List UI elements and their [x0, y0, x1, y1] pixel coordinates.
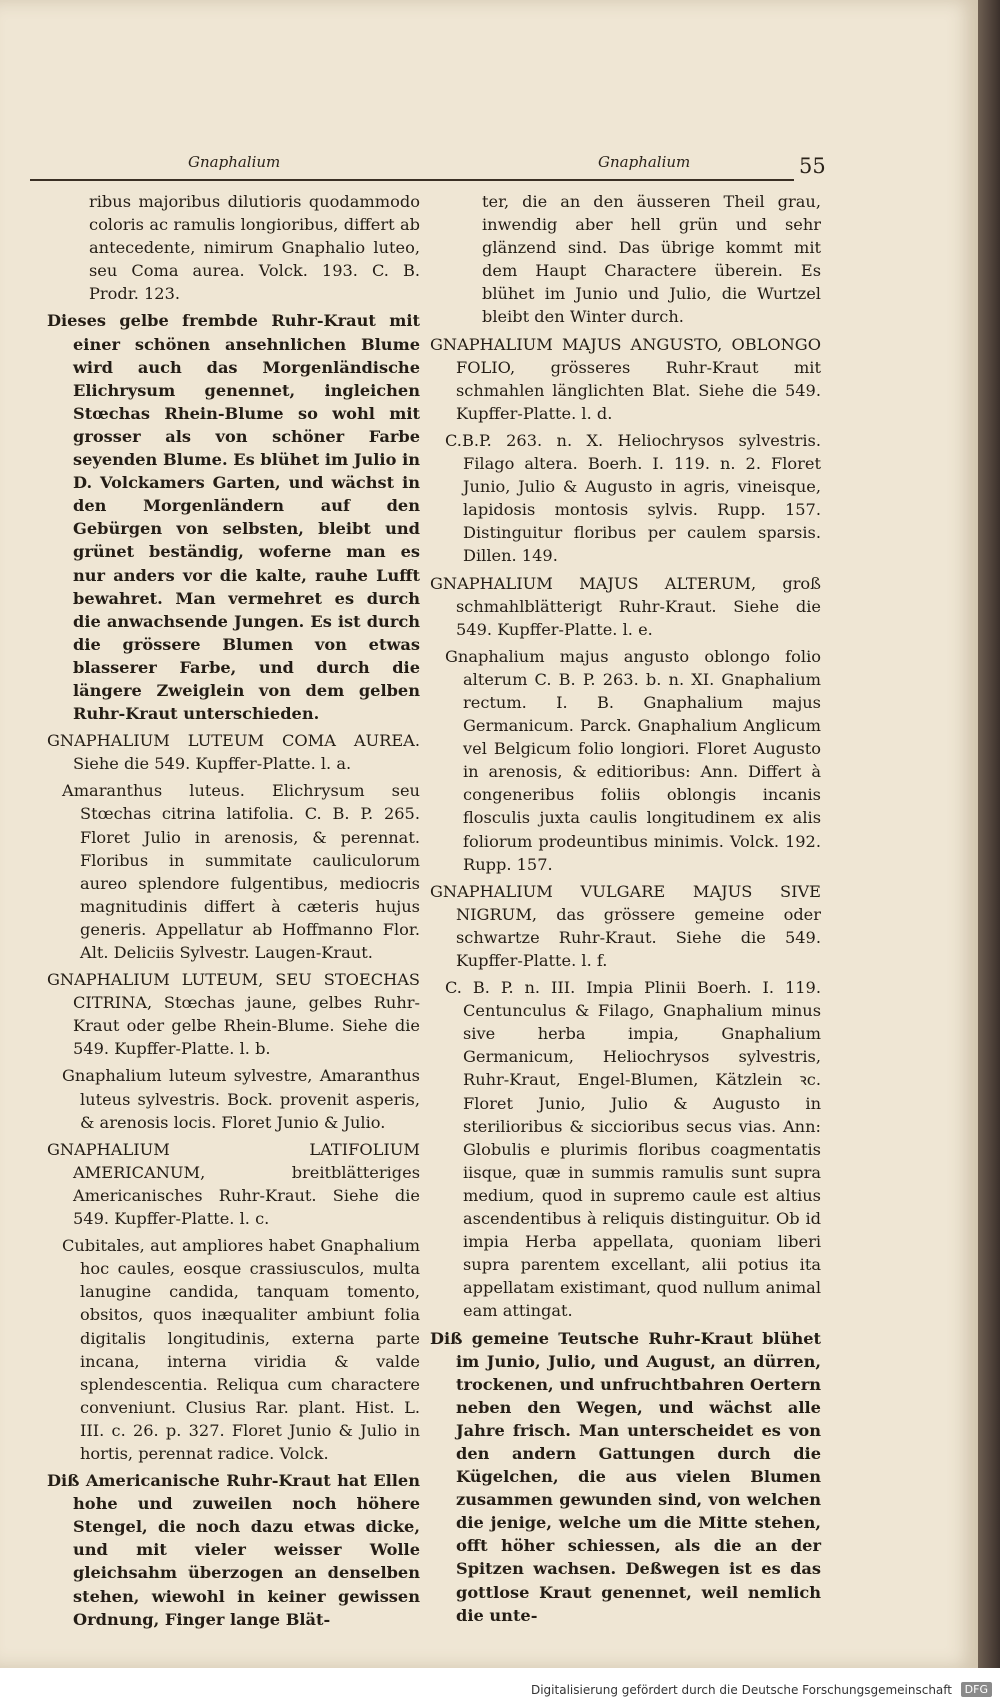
entry-heading: GNAPHALIUM LUTEUM, SEU STOECHAS CITRINA, Stœchas jaune, gelbes Ruhr-Kraut oder gelbe Rhein-Blume. Siehe die 549. Kupffer-Platte. l. b.: [47, 970, 420, 1059]
funding-credit: Digitalisierung gefördert durch die Deutsche Forschungsgemeinschaft: [530, 1683, 952, 1697]
right-column: [430, 190, 821, 1631]
entry-continuation: ter, die an den äusseren Theil grau, inwendig aber hell grün und sehr glänzend sind. Das übrige kommt mit dem Haupt Charactere überein. Es blühet im Junio und Julio, die Wurtzel bleibt den Winter durch.: [482, 192, 821, 327]
header-rule: [30, 179, 794, 181]
entry-german-text: Dieses gelbe frembde Ruhr-Kraut mit einer schönen ansehnlichen Blume wird auch das Morgenländische Elichrysum genennet, ingleichen Stœchas Rhein-Blume so wohl mit grosser als von schöner Farbe seyenden Blume. Es blühet im Julio in D. Volckamers Garten, und wächst in den Morgenländern auf den Gebürgen von selbsten, bleibt und grünet beständig, woferne man es nur anders vor die kalte, rauhe Lufft bewahret. Man vermehret es durch die anwachsende Jungen. Es ist durch die grössere Blumen von etwas blasserer Farbe, und durch die längere Zweiglein von dem gelben Ruhr-Kraut unterschieden.: [47, 311, 420, 724]
entry-heading: GNAPHALIUM MAJUS ALTERUM, groß schmahlblätterigt Ruhr-Kraut. Siehe die 549. Kupffer-Platte. l. e.: [430, 573, 821, 639]
running-head-right: Gnaphalium: [598, 153, 691, 171]
left-column: [47, 190, 420, 1635]
entry-latin-text: Gnaphalium majus angusto oblongo folio alterum C. B. P. 263. b. n. XI. Gnaphalium rectum. I. B. Gnaphalium majus Germanicum. Parck. Gnaphalium Anglicum vel Belgicum folio longiori. Floret Augusto in arenosis, & editioribus: Ann. Differt à congeneribus foliis oblongis incanis flosculis juxta caulis longitudinem ex alis foliorum prodeuntibus minimis. Volck. 192. Rupp. 157.: [445, 646, 821, 874]
entry-latin-text: C.B.P. 263. n. X. Heliochrysos sylvestris. Filago altera. Boerh. I. 119. n. 2. Floret Junio, Julio & Augusto in agris, vineisque, lapidosis montosis sylvis. Rupp. 157. Distinguitur floribus per caulem sparsis. Dillen. 149.: [445, 430, 821, 566]
entry-german-text: Diß Americanische Ruhr-Kraut hat Ellen hohe und zuweilen noch höhere Stengel, die noch dazu etwas dicke, und mit vieler weisser Wolle gleichsahm überzogen an denselben stehen, wiewohl in keiner gewissen Ordnung, Finger lange Blät-: [47, 1471, 420, 1629]
entry-heading: GNAPHALIUM VULGARE MAJUS SIVE NIGRUM, das grössere gemeine oder schwartze Ruhr-Kraut. Siehe die 549. Kupffer-Platte. l. f.: [430, 881, 821, 970]
entry-latin-text: Cubitales, aut ampliores habet Gnaphalium hoc caules, eosque crassiusculos, multa lanugine candida, tanquam tomento, obsitos, quos inæqualiter ambiunt folia digitalis longitudinis, externa parte incana, interna viridia & valde splendescentia. Reliqua cum charactere conveniunt. Clusius Rar. plant. Hist. L. III. c. 26. p. 327. Floret Junio & Julio in hortis, perennat radice. Volck.: [62, 1236, 420, 1463]
running-head-left: Gnaphalium: [188, 153, 281, 171]
entry-heading: GNAPHALIUM LATIFOLIUM AMERICANUM, breitblätteriges Americanisches Ruhr-Kraut. Siehe die 549. Kupffer-Platte. l. c.: [47, 1139, 420, 1229]
entry-continuation: ribus majoribus dilutioris quodammodo coloris ac ramulis longioribus, differt ab antecedente, nimirum Gnaphalio luteo, seu Coma aurea. Volck. 193. C. B. Prodr. 123.: [89, 192, 420, 304]
page-number: 55: [799, 154, 826, 178]
entry-latin-text: C. B. P. n. III. Impia Plinii Boerh. I. 119. Centunculus & Filago, Gnaphalium minus sive herba impia, Gnaphalium Germanicum, Heliochrysos sylvestris, Ruhr-Kraut, Engel-Blumen, Kätzlein ꝛc. Floret Junio, Julio & Augusto in sterilioribus & siccioribus secus vias. Ann: Globulis e plurimis floribus coagmentatis iisque, quæ in summis ramulis sunt supra medium, quod in supremo caule est altius ascendentibus à reliquis distinguitur. Ob id impia Herba appellata, quoniam liberi supra parentem excellant, alii potius ita appellatam existimant, quod nullum animal eam attingat.: [445, 978, 821, 1321]
entry-latin-text: Amaranthus luteus. Elichrysum seu Stœchas citrina latifolia. C. B. P. 265. Floret Julio in arenosis, & perennat. Floribus in summitate cauliculorum aureo splendore fulgentibus, mediocris magnitudinis differt à cæteris hujus generis. Appellatur ab Hoffmanno Flor. Alt. Deliciis Sylvestr. Laugen-Kraut.: [62, 781, 420, 962]
entry-german-text: Diß gemeine Teutsche Ruhr-Kraut blühet im Junio, Julio, und August, an dürren, trockenen, und unfruchtbahren Oertern neben den Wegen, und wächst alle Jahre frisch. Man unterscheidet es von den andern Gattungen durch die Kügelchen, die aus vielen Blumen zusammen gewunden sind, von welchen die jenige, welche um die Mitte stehen, offt höher schiessen, als die an der Spitzen wachsen. Deßwegen ist es das gottlose Kraut genennet, weil nemlich die unte-: [430, 1328, 821, 1625]
entry-heading: GNAPHALIUM LUTEUM COMA AUREA. Siehe die 549. Kupffer-Platte. l. a.: [47, 731, 420, 774]
entry-latin-text: Gnaphalium luteum sylvestre, Amaranthus luteus sylvestris. Bock. provenit asperis, & arenosis locis. Floret Junio & Julio.: [62, 1066, 420, 1132]
page-edge-shadow: [978, 0, 1000, 1668]
entry-heading: GNAPHALIUM MAJUS ANGUSTO, OBLONGO FOLIO, grösseres Ruhr-Kraut mit schmahlen länglichten Blat. Siehe die 549. Kupffer-Platte. l. d.: [430, 334, 821, 423]
dfg-logo: DFG: [961, 1682, 992, 1697]
